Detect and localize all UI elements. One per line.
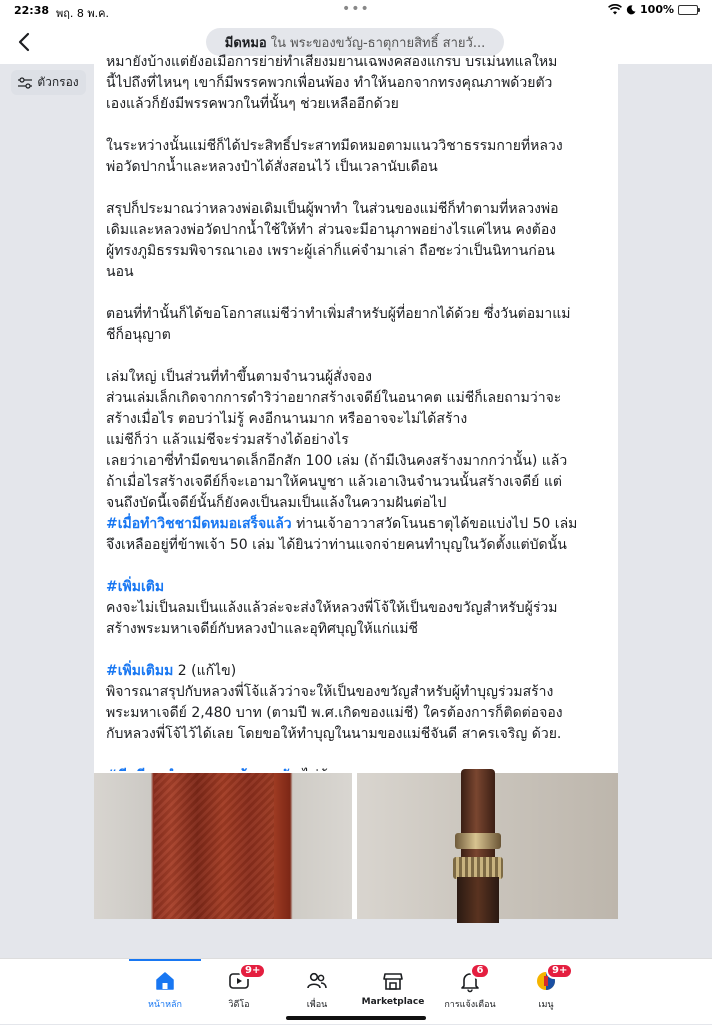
- text-line: สรุปก็ประมาณว่าหลวงพ่อเดิมเป็นผู้พาทำ ในส่วนของแม่ชีก็ทำตามที่หลวงพ่อ: [106, 201, 559, 217]
- post-paragraph: [106, 52, 602, 115]
- search-keyword: มีดหมอ: [224, 35, 267, 51]
- notification-badge: 6: [470, 963, 490, 979]
- group-name: ใน พระของขวัญ-ธาตุกายสิทธิ์ สายวั...: [270, 35, 486, 51]
- text-line: ชีก็อนุญาต: [106, 327, 171, 343]
- bottom-tab-bar: [0, 958, 712, 1024]
- post-paragraph: [106, 577, 602, 640]
- brass-ring-shape: [453, 857, 503, 879]
- text-span: ท่านเจ้าอาวาสวัดโนนธาตุได้ขอแบ่งไป 50 เล่ม: [291, 516, 578, 532]
- menu-avatar-icon: [532, 965, 568, 995]
- video-icon: [225, 965, 261, 995]
- filter-label: ตัวกรอง: [37, 75, 79, 89]
- text-line: เลยว่าเอาซี่ทำมีดขนาดเล็กอีกสัก 100 เล่ม (ถ้ามีเงินคงสร้างมากกว่านั้น) แล้ว: [106, 453, 568, 469]
- back-button[interactable]: [10, 28, 38, 56]
- handle-lower-shape: [457, 877, 499, 923]
- tab-label: วิดีโอ: [228, 1000, 250, 1010]
- text-line: [106, 514, 602, 535]
- tab-label: หน้าหลัก: [147, 1000, 183, 1010]
- tab-video[interactable]: [203, 959, 275, 1025]
- post-paragraph: [106, 661, 602, 745]
- text-line: แม่ชีก็ว่า แล้วแม่ชีจะร่วมสร้างได้อย่างไร: [106, 432, 349, 448]
- chevron-left-icon: [18, 32, 30, 52]
- moon-icon: [626, 5, 636, 15]
- tab-home[interactable]: [129, 959, 201, 1025]
- post-paragraph: [106, 304, 602, 346]
- hashtag-link[interactable]: #เมื่อทำวิชชามีดหมอเสร็จแล้ว: [106, 516, 292, 532]
- post-paragraph: [106, 199, 602, 283]
- post-text: [106, 52, 602, 808]
- text-line: เล่มใหญ่ เป็นส่วนที่ทำขึ้นตามจำนวนผู้สั่งจอง: [106, 369, 372, 385]
- photo-knitted-sheath[interactable]: [94, 773, 352, 919]
- status-time: 22:38: [14, 4, 50, 17]
- text-line: ในระหว่างนั้นแม่ชีก็ได้ประสิทธิ์ประสาทมีดหมอตามแนววิชาธรรมกายที่หลวง: [106, 138, 563, 154]
- home-indicator[interactable]: [286, 1016, 426, 1020]
- text-line: กับหลวงพี่โจ้ไว้ได้เลย โดยขอให้ทำบุญในนามของแม่ชีจันดี สาครเจริญ ด้วย.: [106, 726, 562, 742]
- text-line: เองแล้วก็ยังมีพรรคพวกในที่นั้นๆ ช่วยเหลืออีกด้วย: [106, 96, 399, 112]
- text-line: นี้ไปถึงที่ไหนๆ เขาก็มีพรรคพวกเพื่อนพ้อง ทำให้นอกจากทรงคุณภาพด้วยตัว: [106, 75, 553, 91]
- post-card: [94, 54, 618, 771]
- text-line: สร้างเมื่อไร ตอบว่าไม่รู้ คงอีกนานมาก หรืออาจจะไม่ได้สร้าง: [106, 411, 468, 427]
- tab-label: Marketplace: [361, 997, 425, 1007]
- filter-button[interactable]: [11, 70, 86, 95]
- text-line: พ่อวัดปากน้ำและหลวงป๋าได้สั่งสอนไว้ เป็นเวลานับเดือน: [106, 159, 438, 175]
- text-line: ผู้ทรงภูมิธรรมพิจารณาเอง เพราะผู้เล่าก็แค่จำมาเล่า ถือซะว่าเป็นนิทานก่อน: [106, 243, 555, 259]
- tab-menu[interactable]: [510, 959, 582, 1025]
- text-span: 2 (แก้ไข): [173, 663, 237, 679]
- text-line: จึงเหลืออยู่ที่ข้าพเจ้า 50 เล่ม ได้ยินว่าท่านแจกจ่ายคนทำบุญในวัดตั้งแต่บัดนั้น: [106, 537, 567, 553]
- text-line: คงจะไม่เป็นลมเป็นแล้งแล้วล่ะจะส่งให้หลวงพี่โจ้ให้เป็นของขวัญสำหรับผู้ร่วม: [106, 600, 558, 616]
- tab-label: การแจ้งเตือน: [444, 1000, 496, 1010]
- text-line: ถ้าเมื่อไรสร้างเจดีย์ก็จะเอามาให้คนบูชา แล้วเอาเงินจำนวนนั้นสร้างเจดีย์ แต่: [106, 474, 562, 490]
- multitask-dots-icon[interactable]: •••: [342, 1, 370, 17]
- video-badge: 9+: [239, 963, 266, 979]
- bell-icon: [456, 967, 484, 995]
- friends-icon: [303, 967, 331, 995]
- battery-percent: 100%: [640, 3, 674, 16]
- text-line: ตอนที่ทำนั้นก็ได้ขอโอกาสแม่ชีว่าทำเพิ่มสำหรับผู้ที่อยากได้ด้วย ซึ่งวันต่อมาแม่: [106, 306, 571, 322]
- sliders-icon: [18, 77, 32, 89]
- text-line: พระมหาเจดีย์ 2,480 บาท (ตามปี พ.ศ.เกิดของแม่ชี) ใครต้องการก็ติดต่อจอง: [106, 705, 563, 721]
- text-line: ส่วนเล่มเล็กเกิดจากการดำริว่าอยากสร้างเจดีย์ในอนาคต แม่ชีก็เลยถามว่าจะ: [106, 390, 562, 406]
- text-line: หมายังบ้างแต่ยังอเมือการย่าย่ทำเสียงมยานเฉพงคสองแกรบ บรเม่นทแลใหม: [106, 54, 558, 70]
- tab-label: เมนู: [538, 1000, 554, 1010]
- text-line: เดิมและหลวงพ่อวัดปากน้ำใช้ให้ทำ ส่วนจะมีอานุภาพอย่างไรแค่ไหน คงต้อง: [106, 222, 557, 238]
- text-line: พิจารณาสรุปกับหลวงพี่โจ้แล้วว่าจะให้เป็นของขวัญสำหรับผู้ทำบุญร่วมสร้าง: [106, 684, 554, 700]
- status-bar: [0, 0, 712, 22]
- hashtag-link[interactable]: #เพิ่มเติม: [106, 579, 165, 595]
- status-date: พฤ. 8 พ.ค.: [56, 7, 110, 20]
- hashtag-link[interactable]: #เพิ่มเติมม: [106, 663, 174, 679]
- tab-label: เพื่อน: [306, 1000, 328, 1010]
- active-tab-indicator: [129, 959, 201, 961]
- brass-band-shape: [455, 833, 501, 849]
- wifi-icon: [608, 4, 622, 15]
- photo-knife-handle[interactable]: [357, 773, 618, 919]
- tab-notifications[interactable]: [434, 959, 506, 1025]
- status-right: [608, 3, 698, 16]
- post-paragraph: [106, 136, 602, 178]
- text-line: นอน: [106, 264, 134, 280]
- text-line: [106, 661, 602, 682]
- text-line: สร้างพระมหาเจดีย์กับหลวงป๋าและอุทิศบุญให้แก่แม่ชี: [106, 621, 419, 637]
- battery-icon: [678, 5, 698, 15]
- post-paragraph: [106, 367, 602, 556]
- post-images: [94, 771, 618, 919]
- marketplace-icon: [379, 967, 407, 995]
- home-icon: [151, 967, 179, 995]
- menu-badge: 9+: [546, 963, 573, 979]
- handle-shape: [461, 769, 495, 865]
- text-line: จนถึงบัดนี้เจดีย์นั้นก็ยังคงเป็นลมเป็นแล้งในความฝันต่อไป: [106, 495, 447, 511]
